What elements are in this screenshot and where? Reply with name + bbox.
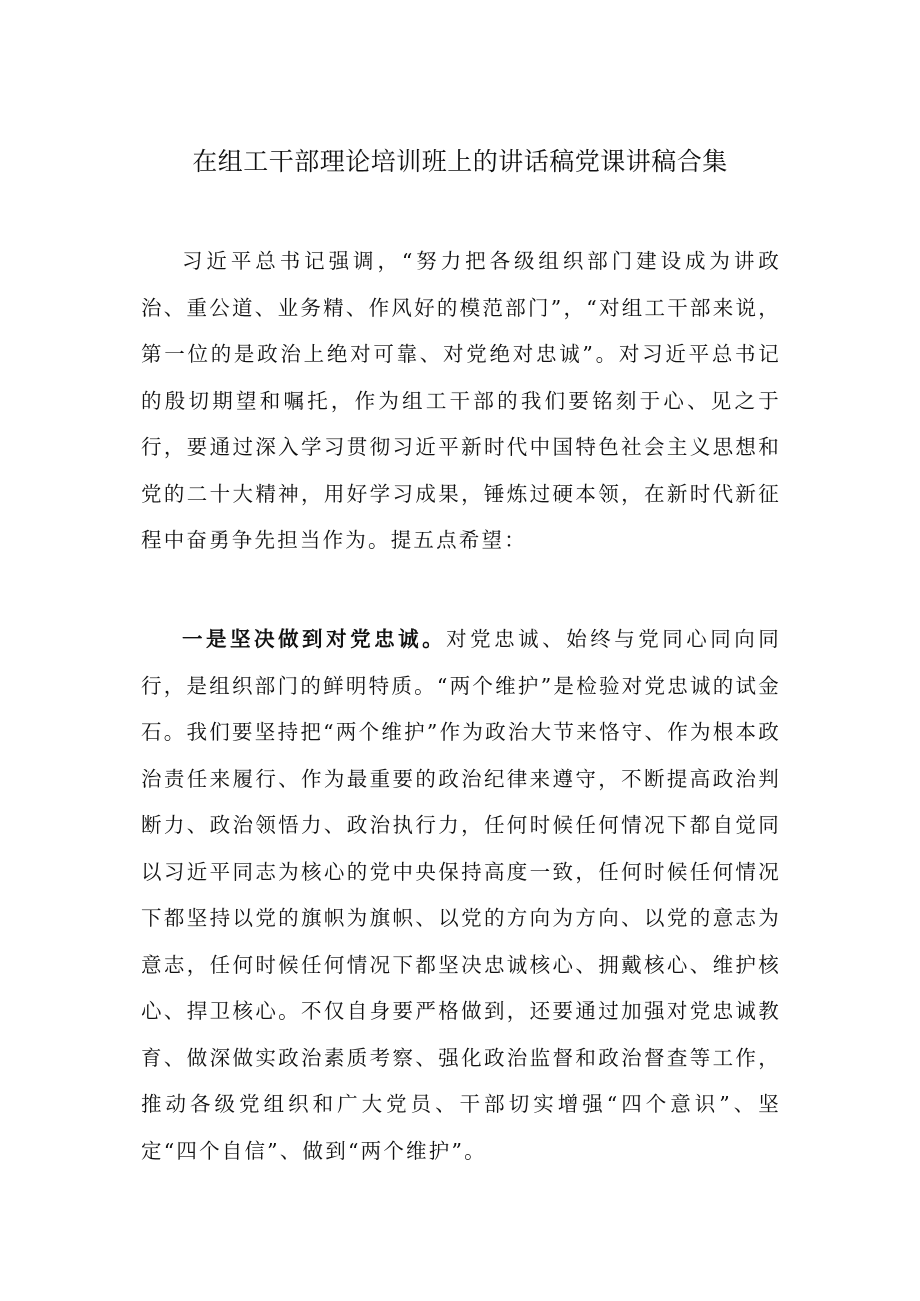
paragraph-intro: 习近平总书记强调，“努力把各级组织部门建设成为讲政治、重公道、业务精、作风好的模范部门”，“对组工干部来说，第一位的是政治上绝对可靠、对党绝对忠诚”。对习近平总书记的殷切期望和嘱托，作为组工干部的我们要铭刻于心、见之于行，要通过深入学习贯彻习近平新时代中国特色社会主义思想和党的二十大精神，用好学习成果，锤炼过硬本领，在新时代新征程中奋勇争先担当作为。提五点希望： <box>141 249 781 552</box>
paragraph-lead-heading: 一是坚决做到对党忠诚。 <box>182 627 447 651</box>
paragraph-body-text: 对党忠诚、始终与党同心同向同行，是组织部门的鲜明特质。“两个维护”是检验对党忠诚的试金石。我们要坚持把“两个维护”作为政治大节来恪守、作为根本政治责任来履行、作为最重要的政治纪律来遵守，不断提高政治判断力、政治领悟力、政治执行力，任何时候任何情况下都自觉同以习近平同志为核心的党中央保持高度一致，任何时候任何情况下都坚持以党的旗帜为旗帜、以党的方向为方向、以党的意志为意志，任何时候任何情况下都坚决忠诚核心、拥戴核心、维护核心、捍卫核心。不仅自身要严格做到，还要通过加强对党忠诚教育、做深做实政治素质考察、强化政治监督和政治督查等工作，推动各级党组织和广大党员、干部切实增强“四个意识”、坚定“四个自信”、做到“两个维护”。 <box>141 627 781 1163</box>
document-title: 在组工干部理论培训班上的讲话稿党课讲稿合集 <box>192 147 728 176</box>
paragraph-point-one <box>141 616 781 1174</box>
